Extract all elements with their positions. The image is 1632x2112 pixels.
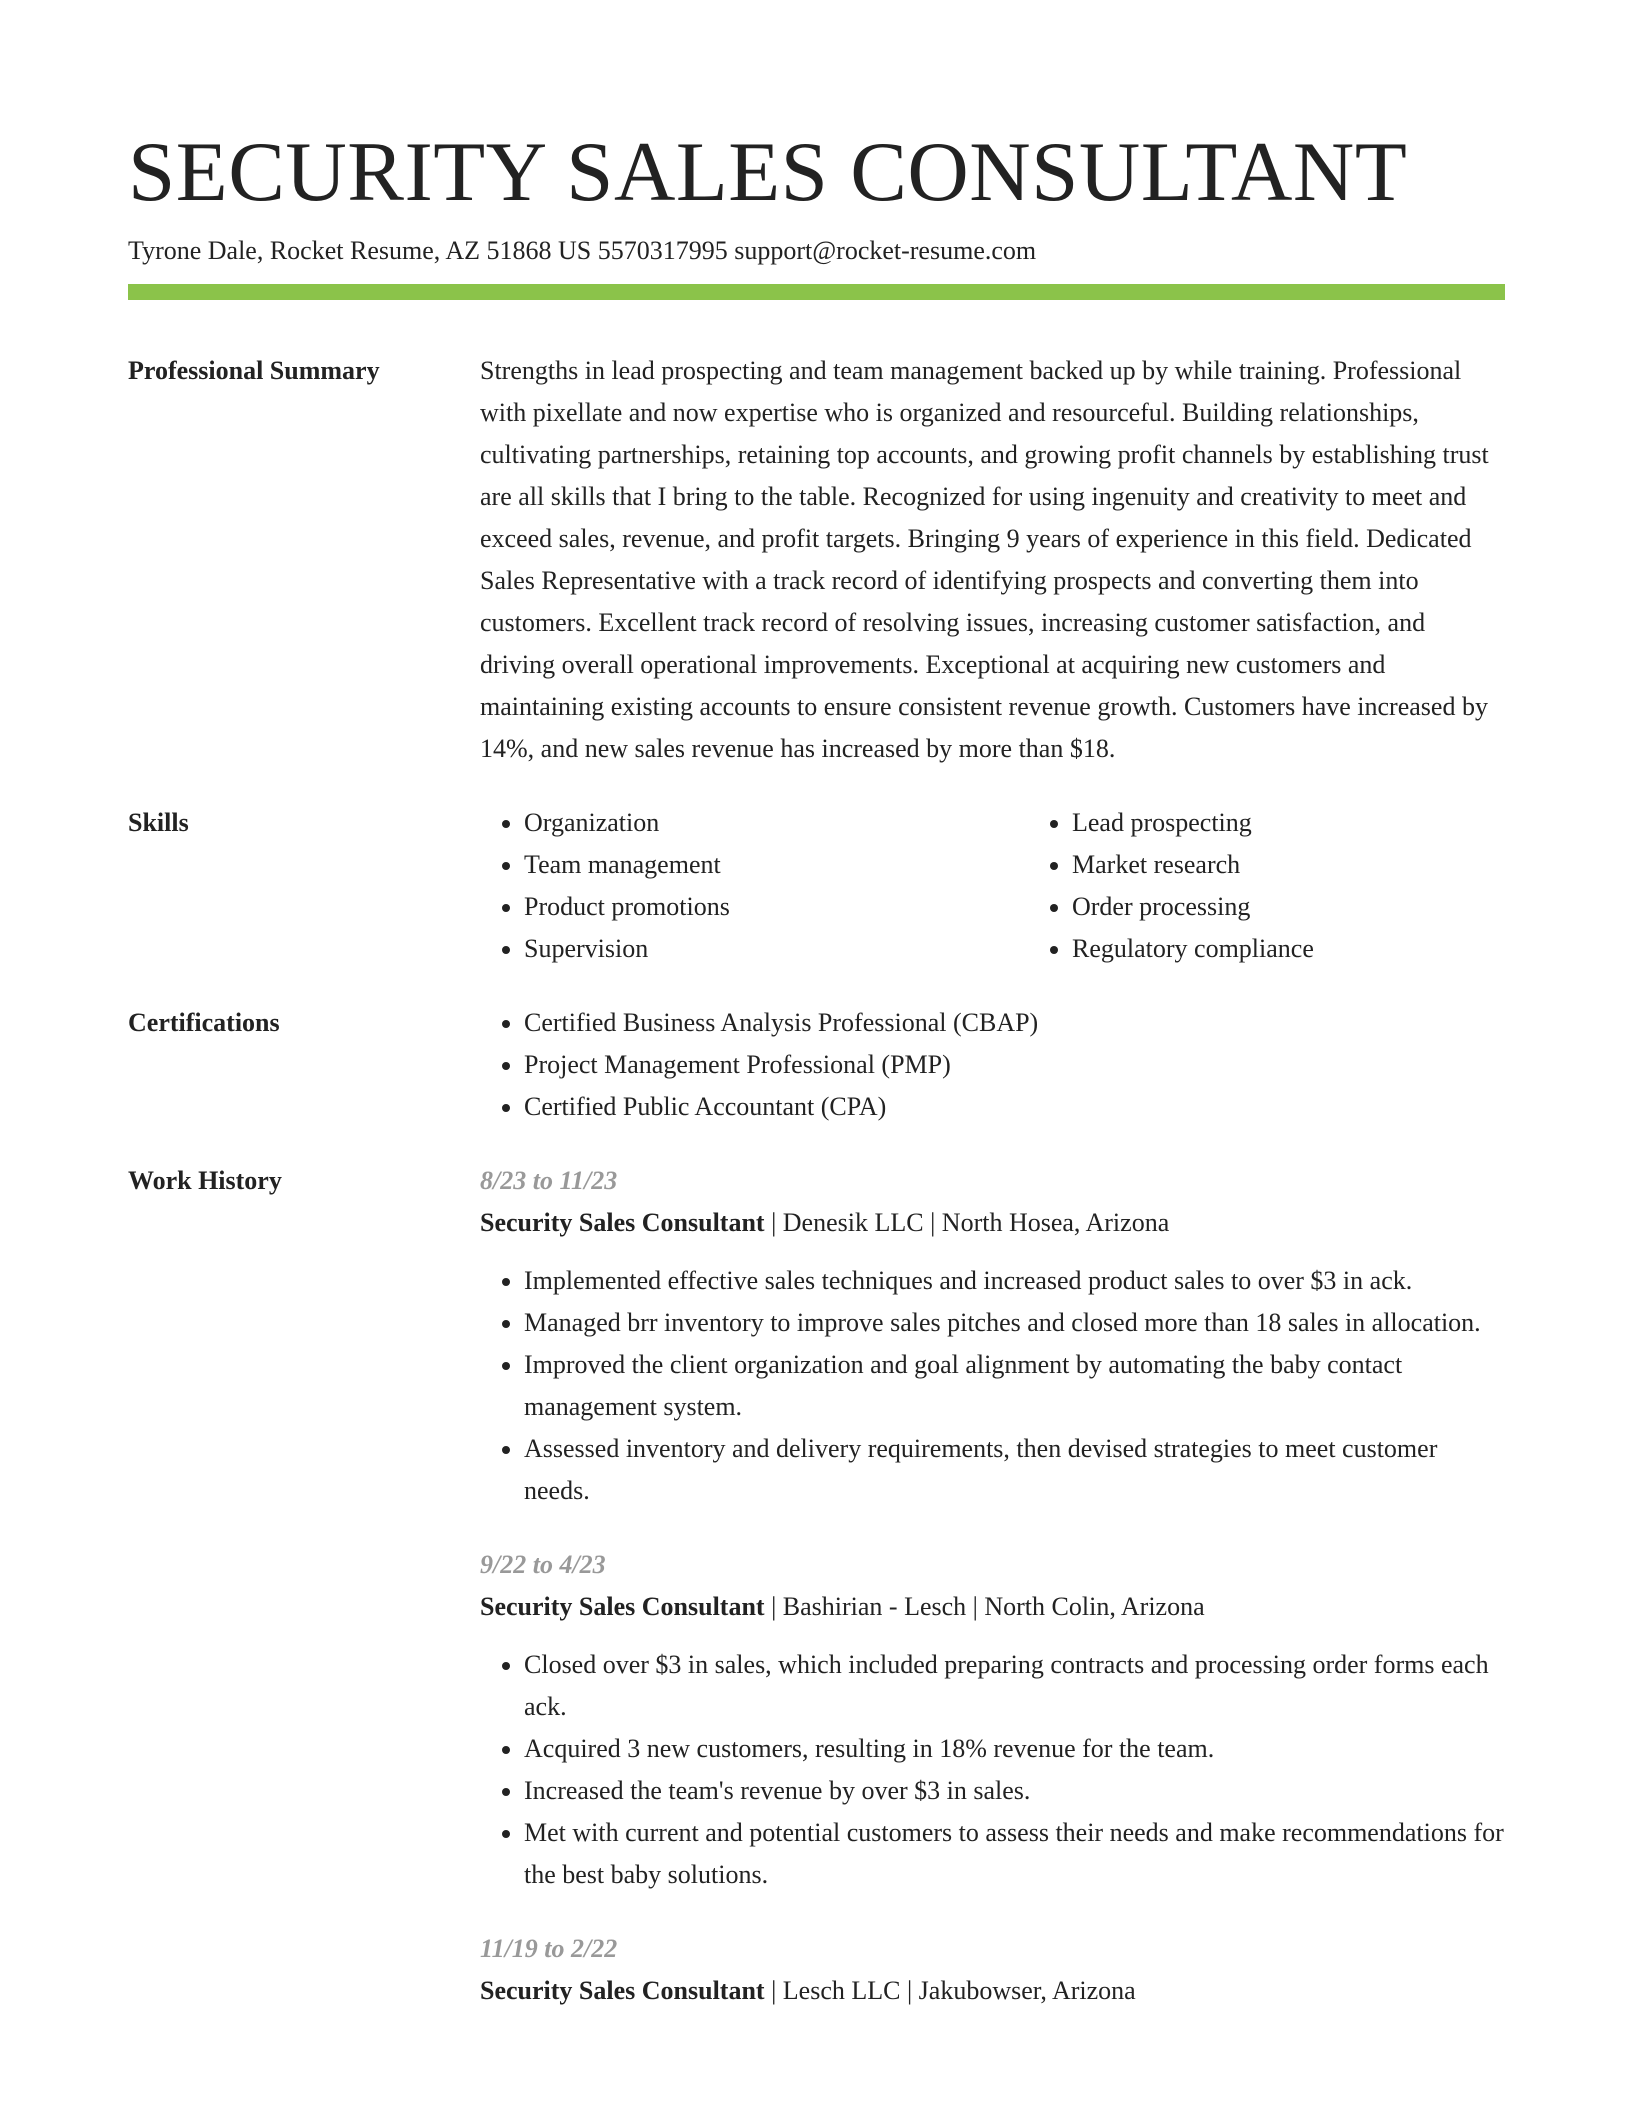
job-company-location: | Lesch LLC | Jakubowser, Arizona xyxy=(764,1976,1136,2005)
accent-divider xyxy=(128,284,1505,300)
skill-item: • Regulatory compliance xyxy=(1072,928,1576,970)
job-title: Security Sales Consultant xyxy=(480,1208,765,1237)
skill-item: • Product promotions xyxy=(524,886,1028,928)
job-dates: 11/19 to 2/22 xyxy=(480,1934,618,1963)
job-bullet: • Implemented effective sales techniques and increased product sales to over $3 in ack. xyxy=(524,1260,1505,1302)
certification-item: • Certified Business Analysis Professional (CBAP) xyxy=(524,1002,1505,1044)
certifications-list xyxy=(480,1002,1505,1128)
skills-section xyxy=(128,802,1505,970)
summary-label: Professional Summary xyxy=(128,356,380,385)
job-bullet: • Improved the client organization and goal alignment by automating the baby contact management system. xyxy=(524,1344,1505,1428)
job-title-line xyxy=(480,1586,1505,1628)
skills-column-2 xyxy=(1028,802,1576,970)
job-bullets xyxy=(480,1644,1505,1896)
resume-title: SECURITY SALES CONSULTANT xyxy=(128,125,1408,219)
skill-item: • Organization xyxy=(524,802,1028,844)
skill-item: • Team management xyxy=(524,844,1028,886)
summary-section xyxy=(128,350,1505,770)
skill-item: • Market research xyxy=(1072,844,1576,886)
job-entry xyxy=(480,1928,1505,2012)
certifications-label: Certifications xyxy=(128,1008,280,1037)
job-entry xyxy=(480,1544,1505,1896)
job-company-location: | Denesik LLC | North Hosea, Arizona xyxy=(764,1208,1170,1237)
contact-line: Tyrone Dale, Rocket Resume, AZ 51868 US 5570317995 support@rocket-resume.com xyxy=(128,236,1037,265)
work-history-section xyxy=(128,1160,1505,2044)
job-dates: 9/22 to 4/23 xyxy=(480,1550,606,1579)
certifications-section xyxy=(128,1002,1505,1128)
job-bullet: • Acquired 3 new customers, resulting in 18% revenue for the team. xyxy=(524,1728,1505,1770)
skills-column-1 xyxy=(480,802,1028,970)
job-bullet: • Assessed inventory and delivery requirements, then devised strategies to meet customer needs. xyxy=(524,1428,1505,1512)
summary-text: Strengths in lead prospecting and team management backed up by while training. Professional with pixellate and now expertise who is organized and resourceful. Building relationships, cultivating partnerships, retaining top accounts, and growing profit channels by establishing trust are all skills that I bring to the table. Recognized for using ingenuity and creativity to meet and exceed sales, revenue, and profit targets. Bringing 9 years of experience in this field. Dedicated Sales Representative with a track record of identifying prospects and converting them into customers. Excellent track record of resolving issues, increasing customer satisfaction, and driving overall operational improvements. Exceptional at acquiring new customers and maintaining existing accounts to ensure consistent revenue growth. Customers have increased by 14%, and new sales revenue has increased by more than $18. xyxy=(480,356,1489,763)
job-bullet: • Managed brr inventory to improve sales pitches and closed more than 18 sales in allocation. xyxy=(524,1302,1505,1344)
certification-item: • Certified Public Accountant (CPA) xyxy=(524,1086,1505,1128)
job-dates: 8/23 to 11/23 xyxy=(480,1166,618,1195)
job-bullets xyxy=(480,1260,1505,1512)
skill-item: • Order processing xyxy=(1072,886,1576,928)
skills-label: Skills xyxy=(128,808,189,837)
work-history-label: Work History xyxy=(128,1166,282,1195)
job-title-line xyxy=(480,1202,1505,1244)
job-bullet: • Closed over $3 in sales, which included preparing contracts and processing order forms each ack. xyxy=(524,1644,1505,1728)
job-title-line xyxy=(480,1970,1505,2012)
skill-item: • Lead prospecting xyxy=(1072,802,1576,844)
job-company-location: | Bashirian - Lesch | North Colin, Arizona xyxy=(764,1592,1205,1621)
job-bullet: • Increased the team's revenue by over $3 in sales. xyxy=(524,1770,1505,1812)
job-entry xyxy=(480,1160,1505,1512)
certification-item: • Project Management Professional (PMP) xyxy=(524,1044,1505,1086)
skill-item: • Supervision xyxy=(524,928,1028,970)
job-bullet: • Met with current and potential customers to assess their needs and make recommendations for the best baby solutions. xyxy=(524,1812,1505,1896)
job-title: Security Sales Consultant xyxy=(480,1592,765,1621)
resume-page xyxy=(128,0,1505,2044)
job-title: Security Sales Consultant xyxy=(480,1976,765,2005)
skills-grid xyxy=(480,802,1576,970)
